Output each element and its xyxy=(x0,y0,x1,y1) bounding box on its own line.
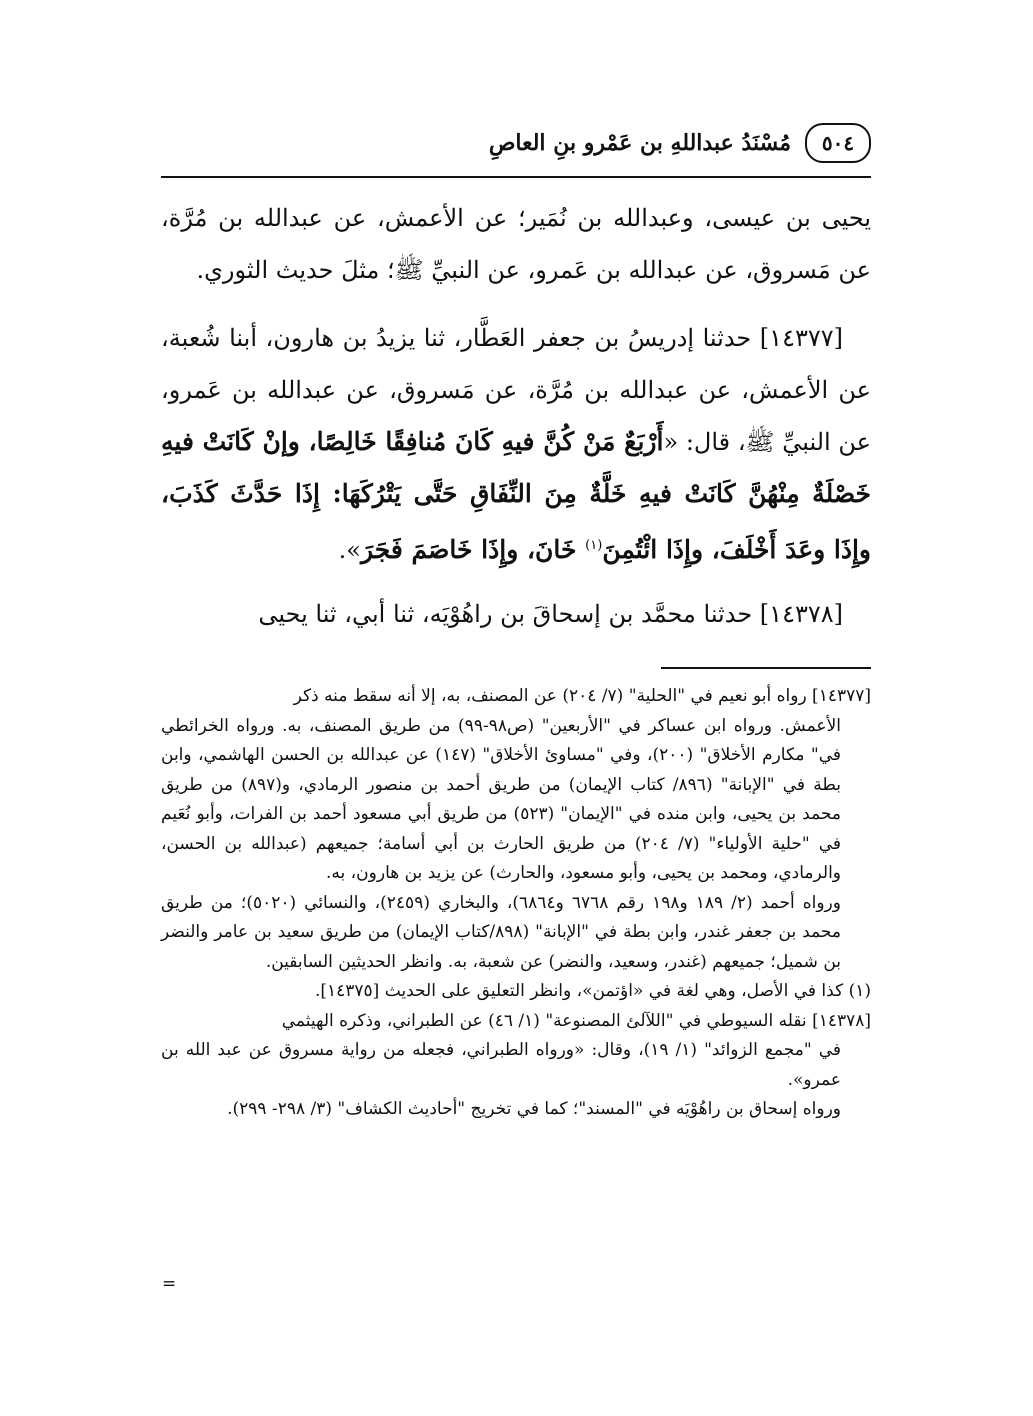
footnote-14377-first: [١٤٣٧٧] رواه أبو نعيم في "الحلية" (٧/ ٢٠٤) عن المصنف، به، إلا أنه سقط منه ذكر xyxy=(293,686,871,706)
footnote-marker[interactable]: (١) xyxy=(585,538,603,553)
footnote-14378-cont: في "مجمع الزوائد" (١/ ١٩)، وقال: «ورواه الطبراني، فجعله من رواية مسروق عن عبد الله بن عمرو». xyxy=(161,1040,841,1090)
main-text xyxy=(161,192,871,652)
footnote-14378-cont2: ورواه إسحاق بن راهُوْيَه في "المسند"؛ كما في تخريج "أحاديث الكشاف" (٣/ ٢٩٨- ٢٩٩). xyxy=(227,1099,841,1119)
continuation-mark: = xyxy=(162,1274,177,1294)
isnad-text: [١٤٣٧٧] حدثنا إدريسُ بن جعفر العَطَّار، ثنا يزيدُ بن هارون، أبنا شُعبة، عن الأعمش، عن عبدالله بن مُرَّة، عن مَسروق، عن عبدالله بن عَمرو، عن النبيِّ ﷺ، قال: « xyxy=(161,324,871,456)
running-title: مُسْنَدُ عبداللهِ بن عَمْرو بنِ العاصِ xyxy=(488,130,791,156)
hadith-close: ». xyxy=(338,536,361,564)
hadith-matn-b: خَانَ، وإِذَا خَاصَمَ فَجَرَ xyxy=(360,535,586,564)
footnote-rule xyxy=(661,667,871,669)
hadith-14378-start: [١٤٣٧٨] حدثنا محمَّد بن إسحاقَ بن راهُوْيَه، ثنا أبي، ثنا يحيى xyxy=(258,600,843,628)
hadith-14377 xyxy=(161,312,871,576)
page-number-badge: ٥٠٤ xyxy=(805,123,871,163)
header-rule xyxy=(161,176,871,178)
footnote-14377-cont: الأعمش. ورواه ابن عساكر في "الأربعين" (ص٩٨-٩٩) من طريق المصنف، به. ورواه الخرائطي في" مكارم الأخلاق" (٢٠٠)، وفي "مساوئ الأخلاق" (١٤٧) عن عبدالله بن الحسن الهاشمي، وابن بطة في "الإبانة" (٨٩٦/ كتاب الإيمان) من طريق أحمد بن منصور الرمادي، و(٨٩٧) من طريق محمد بن يحيى، وابن منده في "الإيمان" (٥٢٣) من طريق أبي مسعود أحمد بن الفرات، وأبو نُعَيم في "حلية الأولياء" (٧/ ٢٠٤) من طريق الحارث بن أبي أسامة؛ جميعهم (عبدالله بن الحسن، والرمادي، ومحمد بن يحيى، وأبو مسعود، والحارث) عن يزيد بن هارون، به. xyxy=(161,715,842,883)
footnote-14378-first: [١٤٣٧٨] نقله السيوطي في "اللآلئ المصنوعة" (١/ ٤٦) عن الطبراني، وذكره الهيثمي xyxy=(281,1010,871,1031)
paragraph-continuation: يحيى بن عيسى، وعبدالله بن نُمَير؛ عن الأعمش، عن عبدالله بن مُرَّة، عن مَسروق، عن عبدالله بن عَمرو، عن النبيِّ ﷺ؛ مثلَ حديث الثوري. xyxy=(161,204,871,284)
page-header xyxy=(161,118,871,168)
footnote-1: (١) كذا في الأصل، وهي لغة في «اؤتمن»، وانظر التعليق على الحديث [١٤٣٧٥]. xyxy=(314,981,871,1001)
footnote-14377-cont2: ورواه أحمد (٢/ ١٨٩ و١٩٨ رقم ٦٧٦٨ و٦٨٦٤)، والبخاري (٢٤٥٩)، والنسائي (٥٠٢٠)؛ من طريق محمد بن جعفر غندر، وابن بطة في "الإبانة" (٨٩٨/كتاب الإيمان) من طريق سعيد بن عامر والنضر بن شميل؛ جميعهم (غندر، وسعيد، والنضر) عن شعبة، به. وانظر الحديثين السابقين. xyxy=(161,892,841,972)
hadith-matn-a: أَرْبَعٌ مَنْ كُنَّ فيهِ كَانَ مُنافِقًا خَالِصًا، وإنْ كَانَتْ فيهِ خَصْلَةٌ مِنْهُنَّ كَانَتْ فيهِ خَلَّةٌ مِنَ النِّفَاقِ حَتَّى يَتْرُكَهَا: إِذَا حَدَّثَ كَذَبَ، وإِذَا وعَدَ أَخْلَفَ، وإِذَا ائْتُمِنَ xyxy=(161,427,871,564)
footnotes xyxy=(161,682,871,1125)
